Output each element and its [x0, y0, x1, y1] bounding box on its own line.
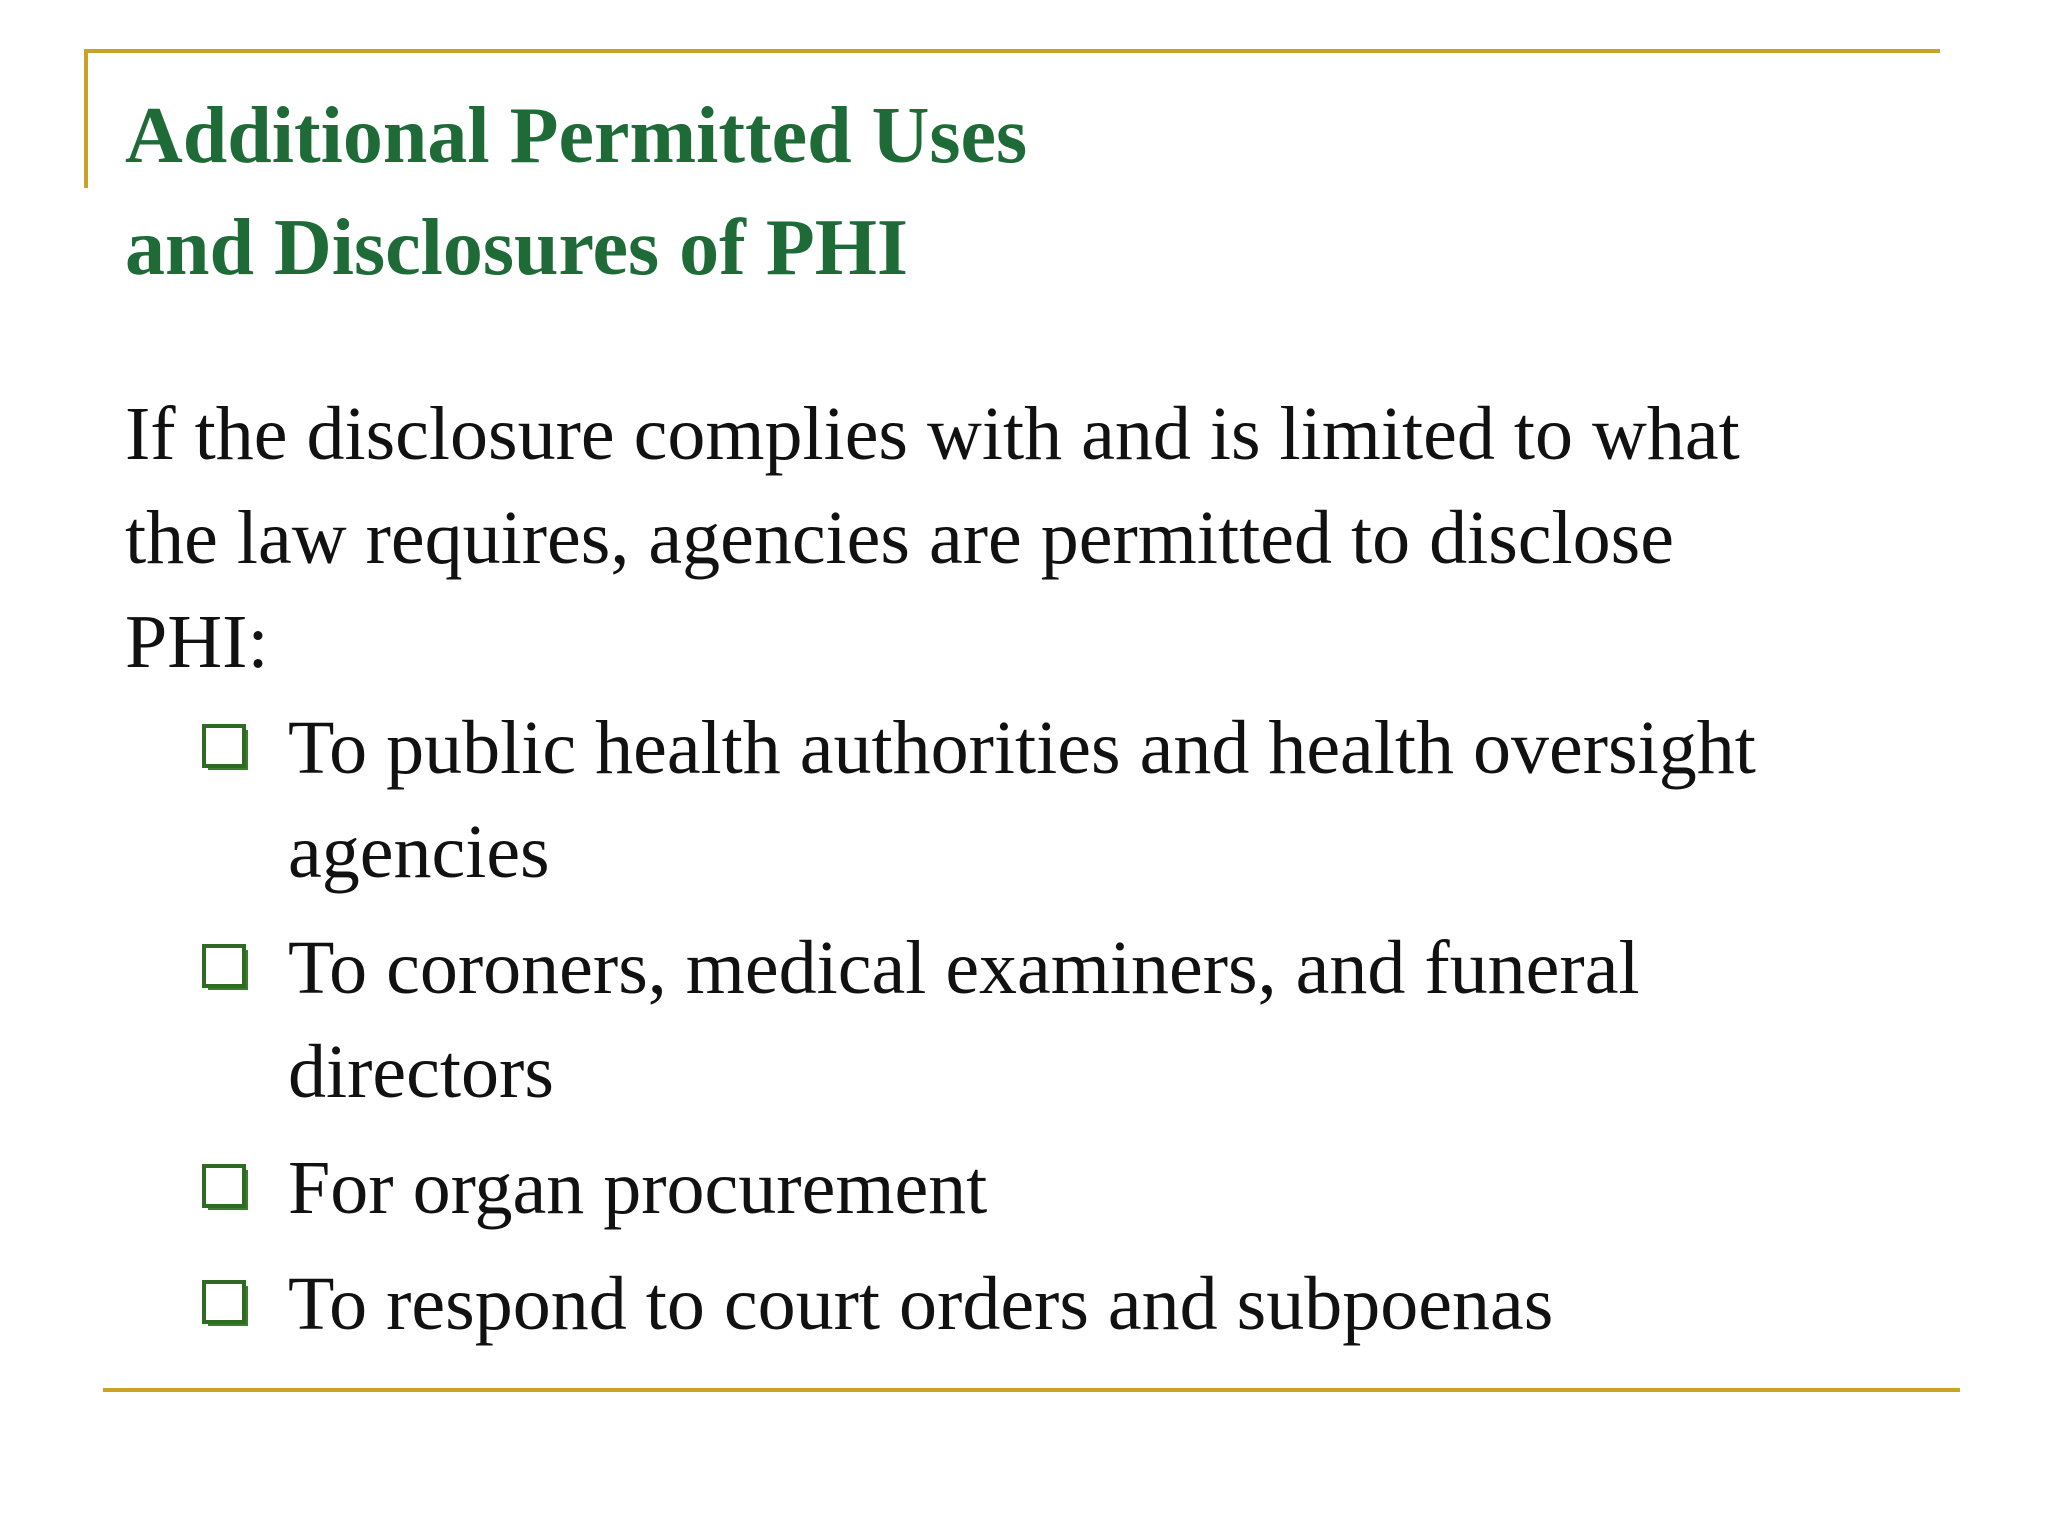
intro-line-3: PHI: [125, 600, 269, 684]
intro-line-2: the law requires, agencies are permitted to disclose [125, 496, 1674, 580]
list-item [200, 916, 1756, 1124]
bullet-3-line-1: For organ procurement [288, 1146, 988, 1230]
bottom-accent-rule [103, 1388, 1960, 1392]
slide-title [125, 80, 1027, 304]
bullet-list [200, 696, 1756, 1368]
checkbox-icon [202, 724, 250, 772]
list-item [200, 1252, 1756, 1356]
bullet-2-line-2: directors [288, 1030, 554, 1114]
intro-paragraph [125, 382, 1965, 694]
top-accent-rule [84, 49, 1940, 53]
checkbox-icon [202, 944, 250, 992]
title-line-2: and Disclosures of PHI [125, 204, 909, 292]
title-line-1: Additional Permitted Uses [125, 92, 1028, 180]
bullet-1-line-1: To public health authorities and health oversight [288, 706, 1756, 790]
checkbox-icon [202, 1164, 250, 1212]
checkbox-icon [202, 1280, 250, 1328]
left-accent-rule [84, 49, 88, 188]
list-item [200, 1136, 1756, 1240]
bullet-4-line-1: To respond to court orders and subpoenas [288, 1262, 1554, 1346]
bullet-2-line-1: To coroners, medical examiners, and funeral [288, 926, 1640, 1010]
list-item [200, 696, 1756, 904]
bullet-1-line-2: agencies [288, 810, 550, 894]
intro-line-1: If the disclosure complies with and is limited to what [125, 392, 1740, 476]
